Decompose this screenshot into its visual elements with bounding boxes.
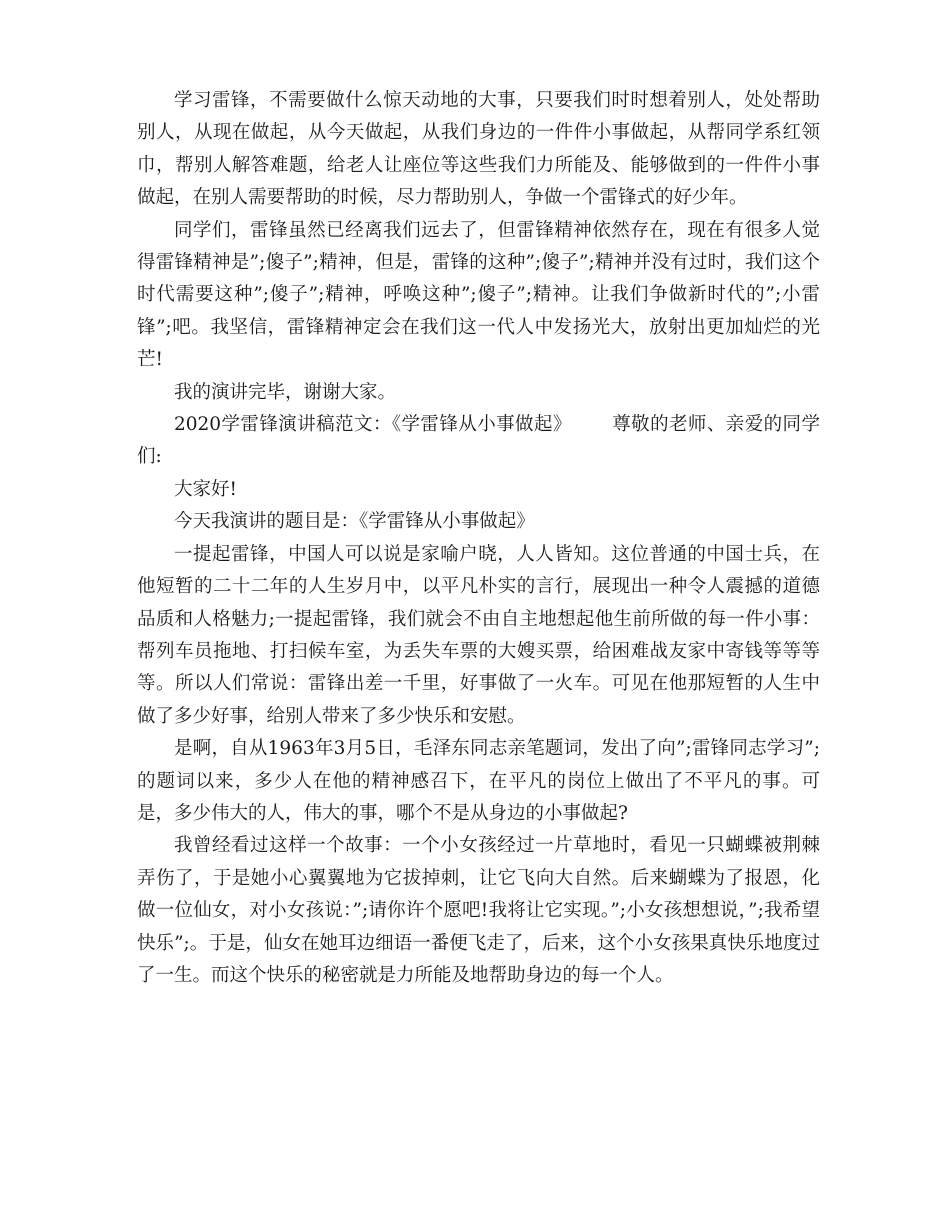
speech-title: 2020学雷锋演讲稿范文：《学雷锋从小事做起》	[174, 414, 572, 436]
paragraph-mention-leifeng: 一提起雷锋，中国人可以说是家喻户晓，人人皆知。这位普通的中国士兵，在他短暂的二十二年的人生岁月中，以平凡朴实的言行，展现出一种令人震撼的道德品质和人格魅力;一提起雷锋，我们就会不由自主地想起他生前所做的每一件小事：帮列车员拖地、打扫候车室，为丢失车票的大嫂买票，给困难战友家中寄钱等等等等。所以人们常说：雷锋出差一千里，好事做了一火车。可见在他那短暂的人生中做了多少好事，给别人带来了多少快乐和安慰。	[137, 543, 820, 727]
paragraph-hello: 大家好!	[174, 478, 237, 500]
paragraph-classmates: 同学们，雷锋虽然已经离我们远去了，但雷锋精神依然存在，现在有很多人觉得雷锋精神是”;傻子”;精神，但是，雷锋的这种”;傻子”;精神并没有过时，我们这个时代需要这种”;傻子”;精神，呼唤这种”;傻子”;精神。让我们争做新时代的”;小雷锋”;吧。我坚信，雷锋精神定会在我们这一代人中发扬光大，放射出更加灿烂的光芒!	[137, 219, 820, 371]
paragraph-since-1963: 是啊，自从1963年3月5日，毛泽东同志亲笔题词，发出了向”;雷锋同志学习”; 的题词以来，多少人在他的精神感召下，在平凡的岗位上做出了不平凡的事。可是，多少伟大的人，伟大的事，哪个不是从身边的小事做起?	[137, 738, 820, 824]
document-body	[137, 85, 820, 992]
speech-greeting: 尊敬的老师、亲爱的同学们:	[137, 414, 820, 468]
paragraph-closing: 我的演讲完毕，谢谢大家。	[174, 381, 397, 403]
paragraph-topic: 今天我演讲的题目是：《学雷锋从小事做起》	[174, 511, 535, 533]
paragraph-learn-leifeng: 学习雷锋，不需要做什么惊天动地的大事，只要我们时时想着别人，处处帮助别人，从现在做起，从今天做起，从我们身边的一件件小事做起，从帮同学系红领巾，帮别人解答难题，给老人让座位等这些我们力所能及、能够做到的一件件小事做起，在别人需要帮助的时候，尽力帮助别人，争做一个雷锋式的好少年。	[137, 90, 820, 209]
paragraph-speech-title-line	[137, 409, 820, 474]
paragraph-butterfly-story: 我曾经看过这样一个故事：一个小女孩经过一片草地时，看见一只蝴蝶被荆棘弄伤了，于是她小心翼翼地为它拔掉刺，让它飞向大自然。后来蝴蝶为了报恩，化做一位仙女，对小女孩说：”;请你许个愿吧!我将让它实现。”;小女孩想想说，”;我希望快乐”;。于是，仙女在她耳边细语一番便飞走了，后来，这个小女孩果真快乐地度过了一生。而这个快乐的秘密就是力所能及地帮助身边的每一个人。	[137, 835, 820, 986]
